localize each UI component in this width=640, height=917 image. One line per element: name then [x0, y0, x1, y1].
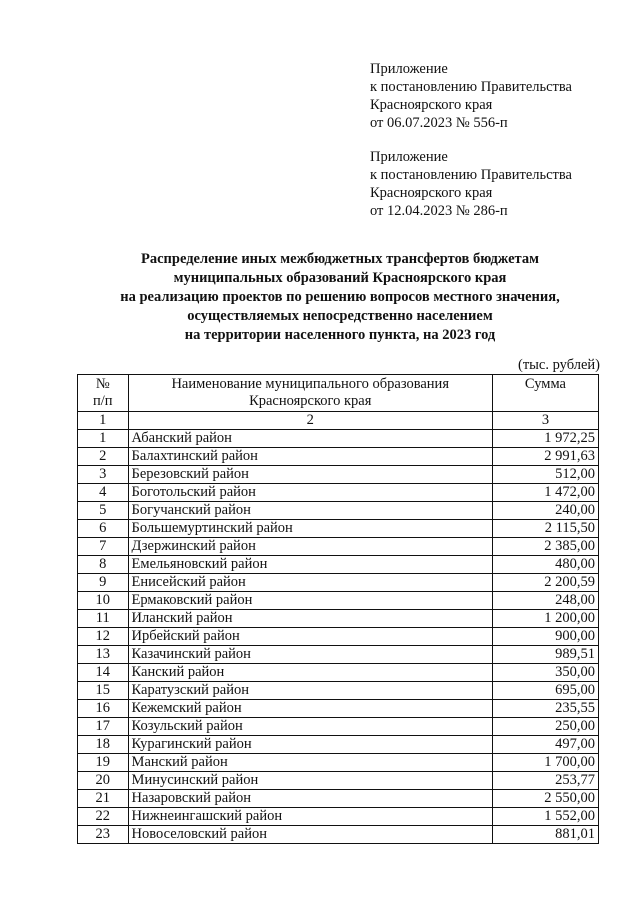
row-sum: 480,00 [492, 556, 598, 574]
table-row [78, 502, 599, 520]
appendix-line: Приложение [370, 61, 448, 77]
table-row [78, 556, 599, 574]
table-row [78, 448, 599, 466]
row-sum: 235,55 [492, 700, 598, 718]
row-number: 23 [78, 826, 129, 844]
row-sum: 1 552,00 [492, 808, 598, 826]
table-row [78, 592, 599, 610]
row-number: 4 [78, 484, 129, 502]
row-municipality: Богучанский район [128, 502, 492, 520]
table-row [78, 718, 599, 736]
row-sum: 2 550,00 [492, 790, 598, 808]
row-municipality: Новоселовский район [128, 826, 492, 844]
header-sum: Сумма [492, 375, 598, 412]
column-index: 2 [128, 412, 492, 430]
row-sum: 253,77 [492, 772, 598, 790]
table-row [78, 628, 599, 646]
row-number: 1 [78, 430, 129, 448]
row-number: 12 [78, 628, 129, 646]
document-title [60, 250, 620, 345]
appendix-line: Красноярского края [370, 97, 493, 113]
row-municipality: Казачинский район [128, 646, 492, 664]
row-municipality: Нижнеингашский район [128, 808, 492, 826]
row-municipality: Балахтинский район [128, 448, 492, 466]
row-municipality: Березовский район [128, 466, 492, 484]
table-row [78, 808, 599, 826]
table-row [78, 826, 599, 844]
appendix-note-2 [370, 148, 632, 220]
appendix-note-1 [370, 60, 632, 132]
row-number: 17 [78, 718, 129, 736]
table-row [78, 682, 599, 700]
row-sum: 240,00 [492, 502, 598, 520]
row-number: 14 [78, 664, 129, 682]
table-row [78, 610, 599, 628]
row-number: 18 [78, 736, 129, 754]
table-row [78, 772, 599, 790]
column-index: 1 [78, 412, 129, 430]
appendix-line: от 12.04.2023 № 286-п [370, 203, 508, 219]
row-number: 3 [78, 466, 129, 484]
row-municipality: Минусинский район [128, 772, 492, 790]
row-number: 19 [78, 754, 129, 772]
row-sum: 989,51 [492, 646, 598, 664]
table-row [78, 484, 599, 502]
table-row [78, 790, 599, 808]
title-line: на территории населенного пункта, на 2023 год [184, 327, 496, 343]
row-municipality: Емельяновский район [128, 556, 492, 574]
row-municipality: Ирбейский район [128, 628, 492, 646]
title-line: на реализацию проектов по решению вопросов местного значения, [120, 289, 560, 305]
row-municipality: Козульский район [128, 718, 492, 736]
table-row [78, 520, 599, 538]
header-number [78, 375, 129, 412]
row-number: 6 [78, 520, 129, 538]
row-sum: 350,00 [492, 664, 598, 682]
row-sum: 2 200,59 [492, 574, 598, 592]
row-sum: 2 991,63 [492, 448, 598, 466]
header-municipality: Наименование муниципального образования Красноярского края [128, 375, 492, 412]
table-header-row [78, 375, 599, 412]
units-label: (тыс. рублей) [518, 357, 600, 373]
row-sum: 248,00 [492, 592, 598, 610]
title-line: Распределение иных межбюджетных трансфертов бюджетам [141, 251, 539, 267]
table-row [78, 538, 599, 556]
title-line: муниципальных образований Красноярского края [173, 270, 507, 286]
row-number: 16 [78, 700, 129, 718]
row-sum: 2 115,50 [492, 520, 598, 538]
row-municipality: Енисейский район [128, 574, 492, 592]
row-municipality: Кежемский район [128, 700, 492, 718]
row-sum: 881,01 [492, 826, 598, 844]
row-municipality: Канский район [128, 664, 492, 682]
row-sum: 2 385,00 [492, 538, 598, 556]
table-row [78, 754, 599, 772]
row-number: 22 [78, 808, 129, 826]
row-municipality: Назаровский район [128, 790, 492, 808]
row-number: 13 [78, 646, 129, 664]
table-row [78, 466, 599, 484]
row-municipality: Манский район [128, 754, 492, 772]
row-sum: 497,00 [492, 736, 598, 754]
column-index: 3 [492, 412, 598, 430]
title-line: осуществляемых непосредственно населением [187, 308, 493, 324]
row-municipality: Абанский район [128, 430, 492, 448]
row-municipality: Каратузский район [128, 682, 492, 700]
transfers-table [77, 374, 599, 844]
header-number-abbr: п/п [92, 393, 113, 409]
table-body [78, 430, 599, 844]
row-sum: 900,00 [492, 628, 598, 646]
appendix-line: от 06.07.2023 № 556-п [370, 115, 508, 131]
row-municipality: Дзержинский район [128, 538, 492, 556]
column-index-row [78, 412, 599, 430]
row-sum: 1 200,00 [492, 610, 598, 628]
row-sum: 1 472,00 [492, 484, 598, 502]
table-row [78, 700, 599, 718]
appendix-line: к постановлению Правительства [370, 167, 572, 183]
header-number-symbol: № [95, 376, 110, 392]
row-number: 10 [78, 592, 129, 610]
table-row [78, 736, 599, 754]
appendix-line: Приложение [370, 149, 448, 165]
row-municipality: Ермаковский район [128, 592, 492, 610]
row-number: 8 [78, 556, 129, 574]
row-municipality: Курагинский район [128, 736, 492, 754]
table-row [78, 430, 599, 448]
row-number: 9 [78, 574, 129, 592]
row-number: 11 [78, 610, 129, 628]
row-number: 21 [78, 790, 129, 808]
row-sum: 250,00 [492, 718, 598, 736]
row-sum: 1 972,25 [492, 430, 598, 448]
row-sum: 1 700,00 [492, 754, 598, 772]
table-row [78, 574, 599, 592]
row-number: 7 [78, 538, 129, 556]
row-number: 5 [78, 502, 129, 520]
appendix-line: к постановлению Правительства [370, 79, 572, 95]
row-municipality: Иланский район [128, 610, 492, 628]
table-row [78, 646, 599, 664]
row-municipality: Боготольский район [128, 484, 492, 502]
row-sum: 512,00 [492, 466, 598, 484]
table-row [78, 664, 599, 682]
row-number: 2 [78, 448, 129, 466]
row-number: 20 [78, 772, 129, 790]
row-sum: 695,00 [492, 682, 598, 700]
row-municipality: Большемуртинский район [128, 520, 492, 538]
row-number: 15 [78, 682, 129, 700]
appendix-line: Красноярского края [370, 185, 493, 201]
